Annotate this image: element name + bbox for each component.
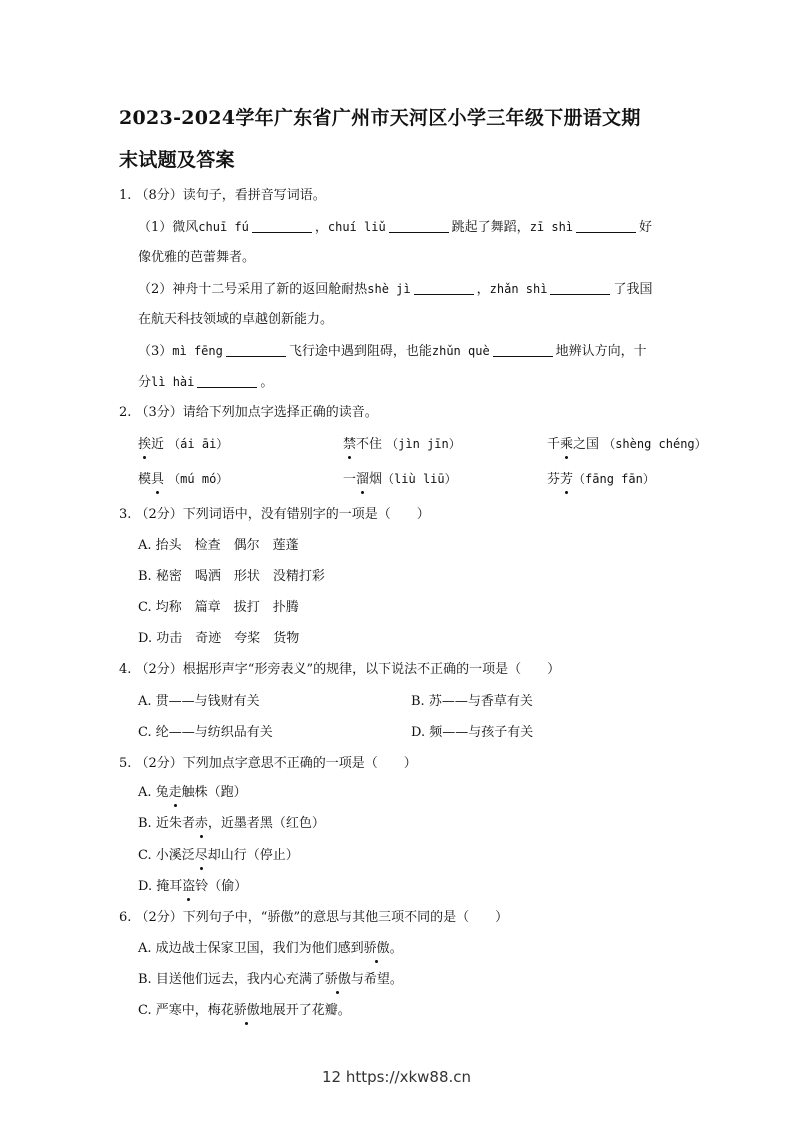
q3-option: A. 抬头 检查 偶尔 莲蓬: [138, 538, 299, 553]
q4-option: A. 贯——与钱财有关: [138, 694, 260, 709]
q1-sentence-1-cont: 像优雅的芭蕾舞者。: [138, 250, 256, 265]
q1-sentence-2-cont: 在航天科技领域的卓越创新能力。: [138, 312, 334, 327]
q3-option: C. 均称 篇章 拔打 扑腾: [138, 600, 299, 615]
answer-blank: [576, 218, 636, 233]
q2-item: 千乘之国 （shèng chéng）: [547, 434, 707, 455]
q1-sentence-3-cont: 分lì hài 。: [138, 375, 274, 390]
q1-sentence-1: （1）微风chuī fú ，chuí liǔ 跳起了舞蹈，zī shì 好: [138, 220, 653, 235]
answer-blank: [226, 342, 286, 357]
q5-option: D. 掩耳盗铃（偷）: [138, 877, 247, 897]
q5-heading: 5. （2分）下列加点字意思不正确的一项是（ ）: [119, 756, 417, 771]
q1-heading: 1. （8分）读句子，看拼音写词语。: [119, 188, 326, 203]
answer-blank: [550, 280, 610, 295]
q6-heading: 6. （2分）下列句子中，“骄傲”的意思与其他三项不同的是（ ）: [119, 910, 509, 925]
page-footer: 12 https://xkw88.cn: [321, 1068, 472, 1086]
q6-option: C. 严寒中，梅花骄傲地展开了花瓣。: [138, 1001, 351, 1021]
q4-option: D. 频——与孩子有关: [411, 725, 534, 740]
document-title-line-2: 末试题及答案: [119, 149, 235, 171]
document-title-line-1: 2023-2024学年广东省广州市天河区小学三年级下册语文期: [119, 107, 641, 129]
q2-heading: 2. （3分）请给下列加点字选择正确的读音。: [119, 405, 378, 420]
q2-item: 模具 （mú mó）: [138, 469, 228, 490]
q3-option: D. 功击 奇迹 夸桨 货物: [138, 631, 300, 646]
q3-heading: 3. （2分）下列词语中，没有错别字的一项是（ ）: [119, 507, 430, 522]
q6-option: B. 目送他们远去，我内心充满了骄傲与希望。: [138, 970, 403, 990]
q2-item: 一溜烟（liù liū）: [343, 469, 457, 490]
q3-option: B. 秘密 喝洒 形状 没精打彩: [138, 569, 325, 584]
q4-option: C. 纶——与纺织品有关: [138, 725, 273, 740]
q6-option: A. 成边战士保家卫国，我们为他们感到骄傲。: [138, 939, 403, 959]
q4-heading: 4. （2分）根据形声字“形旁表义”的规律，以下说法不正确的一项是（ ）: [119, 662, 561, 677]
q4-option: B. 苏——与香草有关: [411, 694, 533, 709]
q2-item: 挨近 （ái āi）: [138, 434, 228, 455]
answer-blank: [197, 373, 257, 388]
q5-option: C. 小溪泛尽却山行（停止）: [138, 846, 299, 866]
q2-item: 禁不住 （jìn jīn）: [343, 434, 461, 455]
answer-blank: [414, 280, 474, 295]
answer-blank: [252, 218, 312, 233]
q5-option: B. 近朱者赤，近墨者黑（红色）: [138, 814, 325, 834]
answer-blank: [389, 218, 449, 233]
q1-sentence-3: （3）mì fēng 飞行途中遇到阻碍，也能zhǔn què 地辨认方向，十: [138, 344, 647, 359]
answer-blank: [493, 342, 553, 357]
q1-sentence-2: （2）神舟十二号采用了新的返回舱耐热shè jì ，zhǎn shì 了我国: [138, 282, 653, 297]
q2-item: 芬芳（fāng fān）: [547, 469, 655, 490]
q5-option: A. 兔走触株（跑）: [138, 783, 247, 803]
